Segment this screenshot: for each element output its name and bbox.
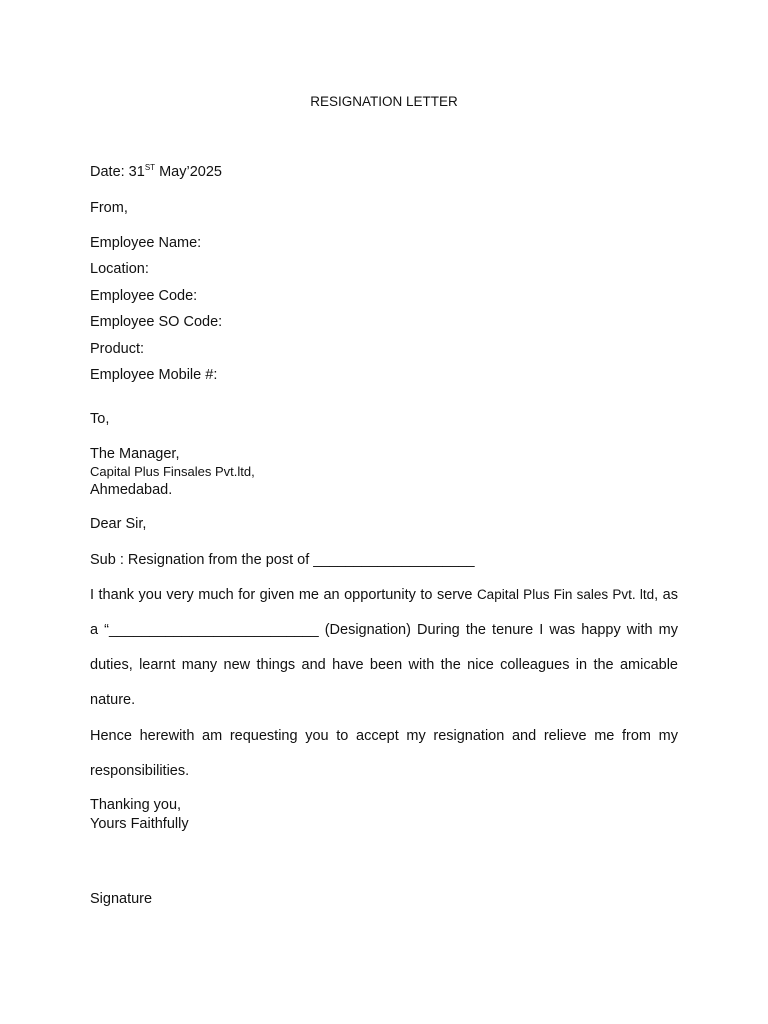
subject-line: Sub : Resignation from the post of ____________________ [90,552,475,568]
date-line [90,165,222,180]
body-line-1 [90,588,678,603]
body-line-5: Hence herewith am requesting you to accept my resignation and relieve me from my [90,728,678,744]
field-employee-mobile: Employee Mobile #: [90,367,218,383]
to-label: To, [90,411,110,427]
field-employee-name: Employee Name: [90,235,202,251]
field-location: Location: [90,261,149,277]
date-month-year: May’2025 [155,164,222,180]
field-employee-code: Employee Code: [90,288,198,304]
closing-thanks: Thanking you, [90,797,182,813]
body-line-1-end: , as [654,587,678,603]
date-label: Date: 31 [90,164,145,180]
recipient-city: Ahmedabad. [90,482,173,498]
signature-label: Signature [90,891,153,907]
field-product: Product: [90,341,144,357]
salutation: Dear Sir, [90,516,147,532]
body-company-name: Capital Plus Fin sales Pvt. ltd [476,587,655,602]
body-line-3: duties, learnt many new things and have been with the nice colleagues in the amicable [90,657,678,673]
recipient-company: Capital Plus Finsales Pvt.ltd, [90,464,255,479]
letter-title: RESIGNATION LETTER [310,94,458,109]
field-employee-so-code: Employee SO Code: [90,314,223,330]
body-line-1-start: I thank you very much for given me an opportunity to serve [90,587,477,603]
from-label: From, [90,200,128,216]
date-superscript: ST [144,163,156,172]
closing-faithfully: Yours Faithfully [90,816,189,832]
recipient-title: The Manager, [90,446,180,462]
body-line-2: a “__________________________ (Designation) During the tenure I was happy with my [90,622,678,638]
body-line-6: responsibilities. [90,763,190,779]
body-line-4: nature. [90,692,136,708]
